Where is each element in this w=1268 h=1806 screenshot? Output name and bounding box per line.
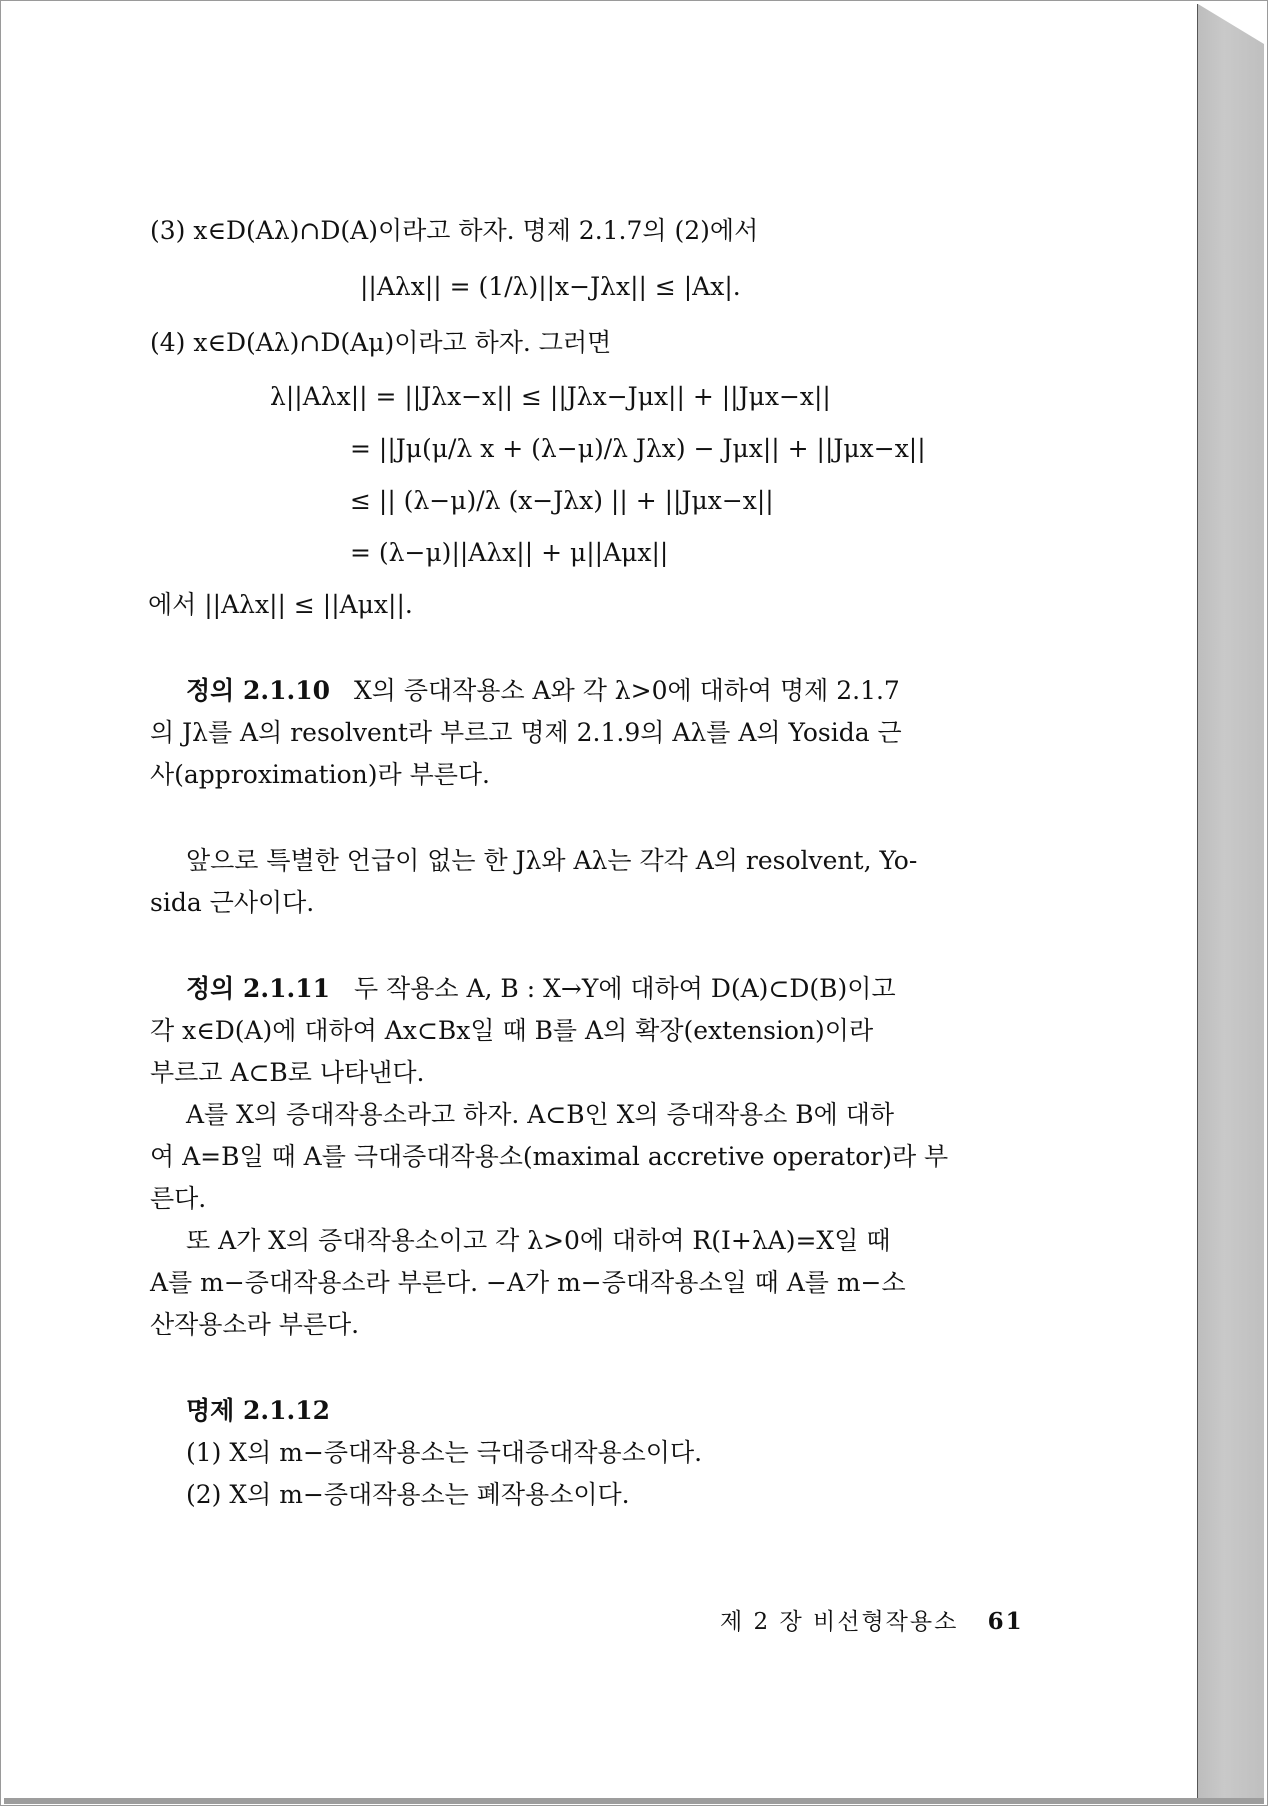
definition-text: A를 m−증대작용소라 부른다. −A가 m−증대작용소일 때 A를 m−소 (150, 1268, 906, 1297)
definition-2-1-11 (150, 968, 1040, 1346)
definition-label: 정의 2.1.11 (186, 974, 330, 1003)
item3-equation: ||Aλx|| = (1/λ)||x−Jλx|| ≤ |Ax|. (360, 272, 741, 301)
page-number: 61 (987, 1608, 1024, 1635)
page-content (150, 210, 1040, 1516)
definition-text: A를 X의 증대작용소라고 하자. A⊂B인 X의 증대작용소 B에 대하 (186, 1100, 895, 1129)
definition-text: 의 Jλ를 A의 resolvent라 부르고 명제 2.1.9의 Aλ를 A의 Yosida 근 (150, 718, 902, 747)
item4-equation-4: = (λ−μ)||Aλx|| + μ||Aμx|| (350, 538, 669, 567)
definition-text: X의 증대작용소 A와 각 λ>0에 대하여 명제 2.1.7 (353, 676, 900, 705)
definition-text: 른다. (150, 1184, 207, 1213)
definition-text: 두 작용소 A, B : X→Y에 대하여 D(A)⊂D(B)이고 (353, 974, 896, 1003)
definition-text: 각 x∈D(A)에 대하여 Ax⊂Bx일 때 B를 A의 확장(extension)이라 (150, 1016, 874, 1045)
item4-conclusion: 에서 ||Aλx|| ≤ ||Aμx||. (148, 590, 413, 619)
item4-equation-3: ≤ || (λ−μ)/λ (x−Jλx) || + ||Jμx−x|| (350, 486, 774, 515)
item4-equation-2: = ||Jμ(μ/λ x + (λ−μ)/λ Jλx) − Jμx|| + ||Jμx−x|| (350, 434, 926, 463)
proposition-item-1: (1) X의 m−증대작용소는 극대증대작용소이다. (186, 1438, 703, 1467)
definition-text: 또 A가 X의 증대작용소이고 각 λ>0에 대하여 R(I+λA)=X일 때 (186, 1226, 891, 1255)
item3-intro: (3) x∈D(Aλ)∩D(A)이라고 하자. 명제 2.1.7의 (2)에서 (150, 216, 759, 245)
definition-text: 여 A=B일 때 A를 극대증대작용소(maximal accretive operator)라 부 (150, 1142, 949, 1171)
proposition-2-1-12 (150, 1390, 1040, 1516)
definition-text: 부르고 A⊂B로 나타낸다. (150, 1058, 425, 1087)
definition-label: 정의 2.1.10 (186, 676, 330, 705)
definition-text: 사(approximation)라 부른다. (150, 760, 490, 789)
remark (150, 840, 1040, 924)
definition-2-1-10 (150, 670, 1040, 796)
proposition-label: 명제 2.1.12 (186, 1396, 330, 1425)
remark-text: sida 근사이다. (150, 888, 315, 917)
definition-text: 산작용소라 부른다. (150, 1310, 360, 1339)
item4-intro: (4) x∈D(Aλ)∩D(Aμ)이라고 하자. 그러면 (150, 328, 612, 357)
chapter-title: 제 2 장 비선형작용소 (720, 1609, 959, 1635)
page-footer (720, 1603, 1024, 1636)
book-bottom-edge (4, 1798, 1264, 1804)
remark-text: 앞으로 특별한 언급이 없는 한 Jλ와 Aλ는 각각 A의 resolvent, Yo- (186, 846, 918, 875)
item4-equation-1: λ||Aλx|| = ||Jλx−x|| ≤ ||Jλx−Jμx|| + ||Jμx−x|| (270, 382, 831, 411)
book-spine (1198, 4, 1264, 1802)
proposition-item-2: (2) X의 m−증대작용소는 폐작용소이다. (186, 1480, 630, 1509)
